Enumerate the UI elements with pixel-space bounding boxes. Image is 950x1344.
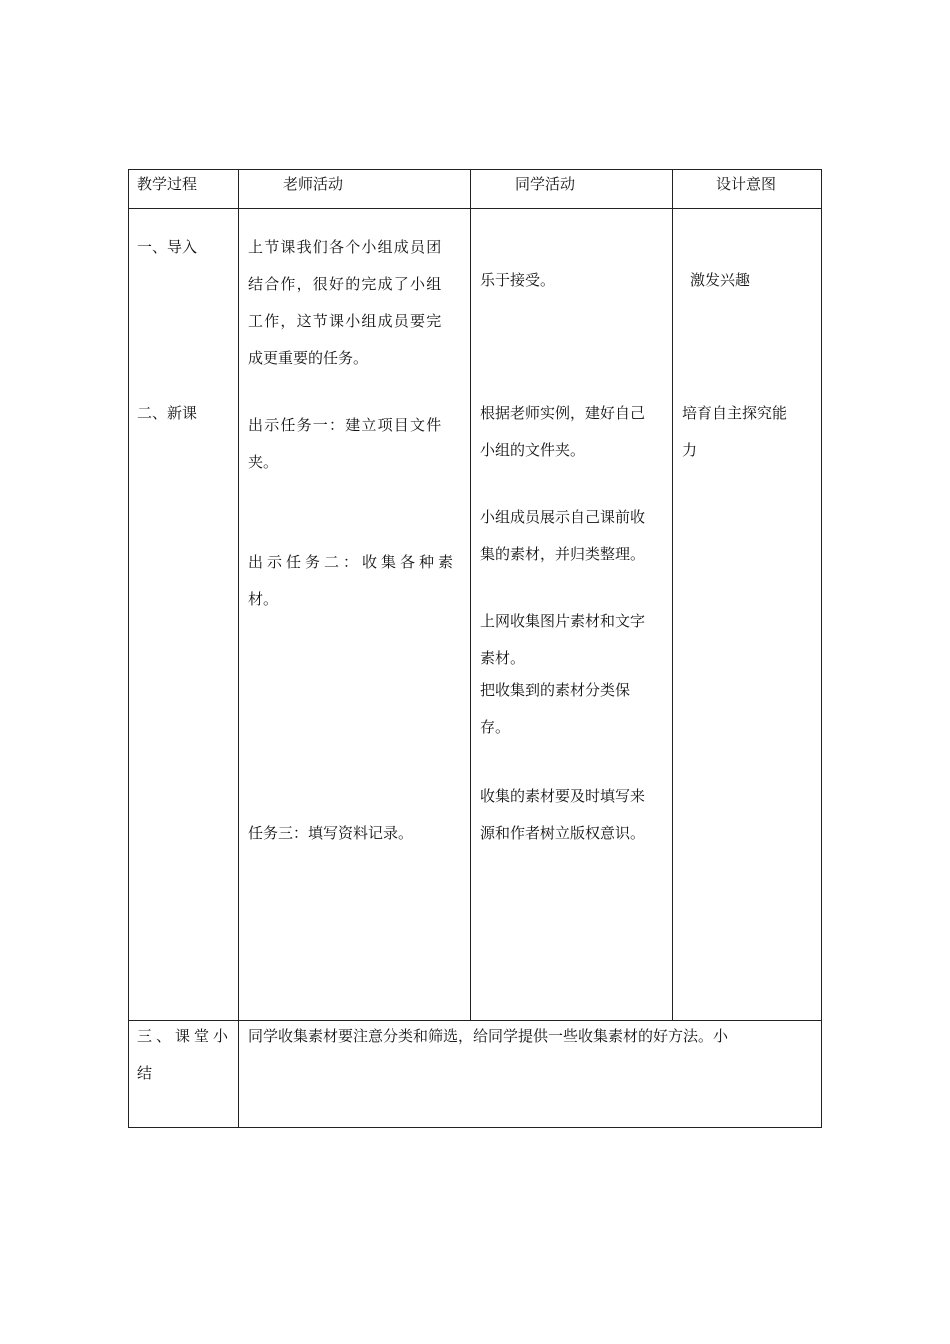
design-intro-text: 激发兴趣	[690, 271, 751, 289]
teacher-task1-line: 出示任务一：建立项目文件	[248, 416, 443, 434]
teacher-task2-line: 出示任务二：收集各种素	[248, 553, 458, 571]
column-divider-3	[672, 169, 673, 1021]
stage-intro: 一、导入	[137, 238, 198, 256]
table-border-top	[128, 169, 822, 170]
table-border-right	[821, 169, 822, 1128]
header-design-intent: 设计意图	[716, 175, 777, 193]
teacher-intro-line: 工作，这节课小组成员要完	[248, 312, 443, 330]
student-intro-text: 乐于接受。	[480, 271, 556, 289]
teacher-task1-line: 夹。	[248, 453, 279, 471]
student-new-2-line: 集的素材，并归类整理。	[480, 545, 646, 563]
header-student-activity: 同学活动	[515, 175, 576, 193]
summary-content: 同学收集素材要注意分类和筛选，给同学提供一些收集素材的好方法。小	[248, 1027, 729, 1045]
header-teacher-activity: 老师活动	[283, 175, 344, 193]
teacher-task3-text: 任务三：填写资料记录。	[248, 824, 414, 842]
student-new-2-line: 小组成员展示自己课前收	[480, 508, 646, 526]
student-new-3-line: 素材。	[480, 649, 526, 667]
teacher-intro-line: 结合作，很好的完成了小组	[248, 275, 443, 293]
teacher-intro-line: 成更重要的任务。	[248, 349, 369, 367]
student-new-4-line: 把收集到的素材分类保	[480, 681, 631, 699]
stage-new-lesson: 二、新课	[137, 404, 198, 422]
design-new-line: 培育自主探究能	[682, 404, 788, 422]
student-new-1-line: 根据老师实例，建好自己	[480, 404, 646, 422]
design-new-line: 力	[682, 441, 698, 459]
student-new-5-line: 收集的素材要及时填写来	[480, 787, 646, 805]
teacher-intro-line: 上节课我们各个小组成员团	[248, 238, 443, 256]
stage-summary-line: 结	[137, 1064, 153, 1082]
teacher-task2-line: 材。	[248, 590, 279, 608]
student-new-5-line: 源和作者树立版权意识。	[480, 824, 646, 842]
stage-summary-line: 三、课堂小	[137, 1027, 233, 1045]
column-divider-2	[470, 169, 471, 1021]
student-new-3-line: 上网收集图片素材和文字	[480, 612, 646, 630]
table-border-left	[128, 169, 129, 1128]
header-stage: 教学过程	[137, 175, 198, 193]
table-border-bottom	[128, 1127, 822, 1128]
student-new-4-line: 存。	[480, 718, 511, 736]
header-divider	[128, 208, 822, 209]
student-new-1-line: 小组的文件夹。	[480, 441, 586, 459]
column-divider-1	[238, 169, 239, 1128]
